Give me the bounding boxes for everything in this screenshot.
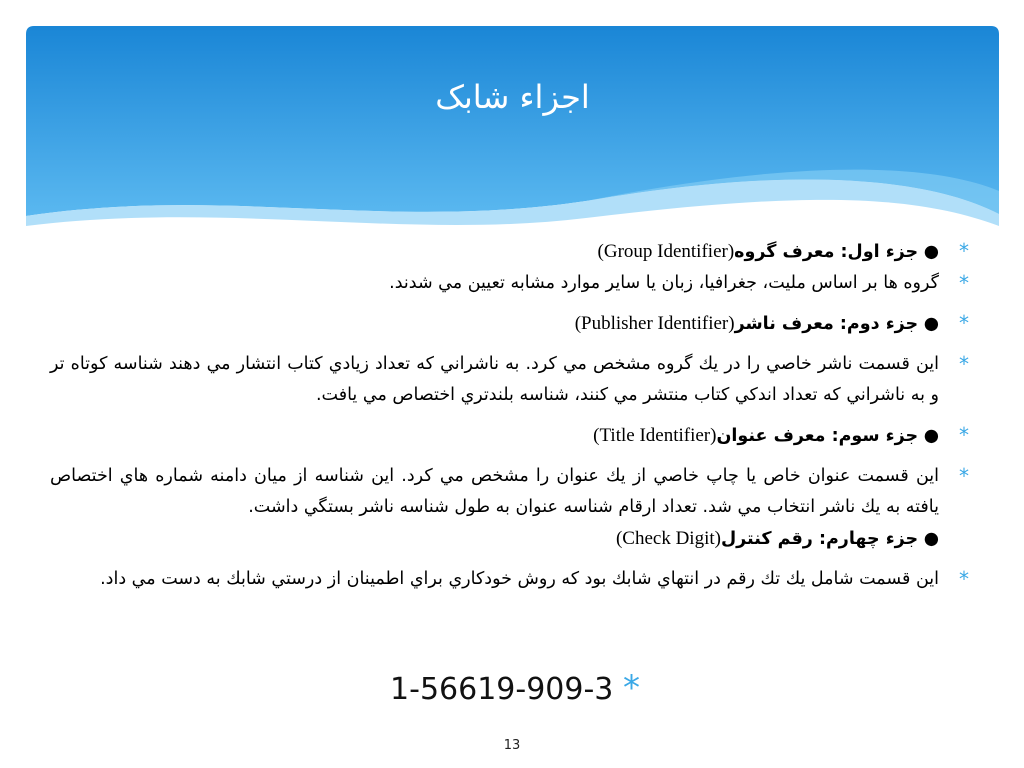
list-item [50, 268, 975, 299]
item-text: اين قسمت شامل يك تك رقم در انتهاي شابك بود كه روش خودكاري براي اطمينان از درستي شابك به دست مي داد. [100, 569, 939, 589]
bullet-icon: * [959, 567, 969, 591]
list-item [50, 461, 975, 555]
item-label: جزء سوم: معرف عنوان [716, 426, 919, 446]
list-item [50, 308, 975, 340]
star-bullet-icon: * [622, 668, 640, 708]
slide-content [50, 236, 975, 595]
item-marker: ● [923, 426, 939, 446]
item-text: اين قسمت ناشر خاصي را در يك گروه مشخص مي كرد. به ناشراني كه تعداد زيادي كتاب انتشار مي دهند شناسه كوتاه تر و به ناشراني كه تعداد اندكي كتاب منتشر مي كنند، شناسه بلندتري اختصاص مي يافت. [50, 354, 939, 405]
bullet-icon: * [959, 423, 969, 447]
item-marker: ● [923, 529, 939, 549]
item-text: اين قسمت عنوان خاص يا چاپ خاصي از يك عنوان را مشخص مي كرد. اين شناسه از ميان دامنه شماره هاي اختصاص يافته به يك ناشر انتخاب مي شد. تعداد ارقام شناسه عنوان به طول شناسه ناشر بستگي داشت. [50, 466, 939, 517]
item-english: (Check Digit) [615, 528, 721, 549]
list-item [50, 236, 975, 268]
bullet-icon: * [959, 239, 969, 263]
item-english: (Title Identifier) [593, 425, 717, 446]
bullet-icon: * [959, 271, 969, 295]
item-english: (Group Identifier) [597, 241, 735, 262]
isbn-number: 1-56619-909-3 [390, 672, 614, 707]
bullet-icon: * [959, 464, 969, 488]
page-number: 13 [503, 738, 521, 753]
item-label: جزء چهارم: رقم كنترل [720, 529, 919, 549]
item-marker: ● [923, 314, 939, 334]
header-banner [26, 26, 999, 226]
list-item [50, 564, 975, 595]
item-text: گروه ها بر اساس مليت، جغرافيا، زبان يا ساير موارد مشابه تعيين مي شدند. [389, 273, 939, 293]
item-label: جزء اول: معرف گروه [734, 242, 919, 262]
item-label: جزء دوم: معرف ناشر [734, 314, 919, 334]
item-marker: ● [923, 242, 939, 262]
list-item [50, 349, 975, 411]
list-item [50, 420, 975, 452]
bullet-icon: * [959, 311, 969, 335]
slide-title: اجزاء شابک [435, 78, 590, 116]
item-english: (Publisher Identifier) [574, 313, 735, 334]
bullet-icon: * [959, 352, 969, 376]
isbn-line [380, 668, 650, 708]
